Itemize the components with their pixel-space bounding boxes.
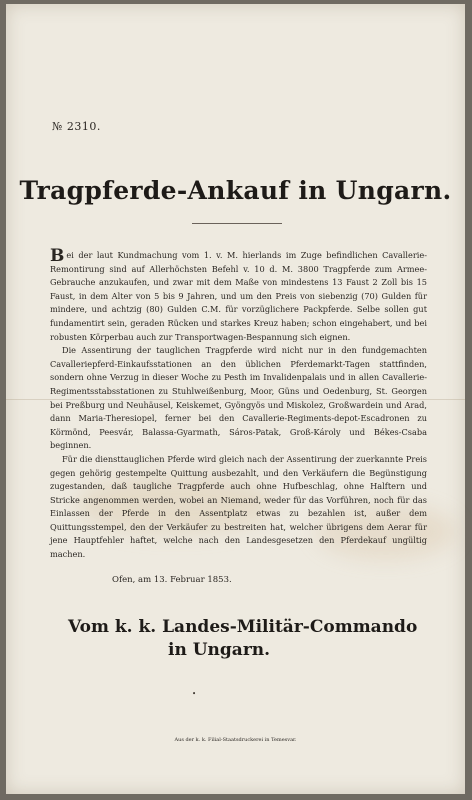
document-title: Tragpferde-Ankauf in Ungarn. bbox=[19, 176, 452, 205]
paragraph-3: Für die diensttauglichen Pferde wird gleich nach der Assentirung der zuerkannte Preis gegen gehörig gestempelte Quittung ausbezahlt, und den Verkäufern die Begünstigung zugestanden, daß taugliche Tragpferde auch ohne Hufbeschlag, ohne Halftern und Stricke angenommen werden, wobei an Niemand, weder für das Vorführen, noch für das Einlassen der Pferde in den Assentplatz etwas zu bezahlen ist, außer dem Quittungsstempel, den der Verkäufer zu bestreiten hat, welcher übrigens dem Aerar für jene Hauptfehler haftet, welche nach den Landesgesetzen den Pferdekauf ungültig machen. bbox=[50, 453, 427, 560]
document-body bbox=[50, 246, 427, 562]
paragraph-text: ei der laut Kundmachung vom 1. v. M. hierlands im Zuge befindlichen Cavallerie-Remontirung sind auf Allerhöchsten Befehl v. 10 d. M. 3800 Tragpferde zum Armee-Gebrauche anzukaufen, und zwar mit dem Maße von mindestens 13 Faust 2 Zoll bis 15 Faust, in dem Alter von 5 bis 9 Jahren, und um den Preis von siebenzig (70) Gulden für mindere, und achtzig (80) Gulden C.M. für vorzüglichere Packpferde. Selbe sollen gut fundamentirt sein, geraden Rücken und starkes Kreuz haben; schon eingehabert, und bei robusten Körperbau auch zur Transportwagen-Bespannung sich eignen. bbox=[50, 250, 427, 342]
drop-cap: B bbox=[50, 246, 65, 266]
paragraph-1 bbox=[50, 246, 427, 344]
paragraph-2: Die Assentirung der tauglichen Tragpferde wird nicht nur in den fundgemachten Cavalleriepferd-Einkaufsstationen an den üblichen Pferdemarkt-Tagen stattfinden, sondern ohne Verzug in dieser Woche zu Pesth im Invalidenpalais und in allen Cavallerie-Regimentsstabsstationen zu Stuhlweißenburg, Moor, Güns und Oedenburg, St. Georgen bei Preßburg und Neuhäusel, Keiskemet, Gyöngyös und Miskolez, Großwardein und Arad, dann Maria-Theresiopel, ferner bei den Cavallerie-Regiments-depot-Escadronen zu Körmönd, Peesvár, Balassa-Gyarmath, Sáros-Patak, Groß-Károly und Békes-Csaba beginnen. bbox=[50, 345, 427, 451]
ornament-dot: • bbox=[192, 690, 197, 698]
authority-line-1: Vom k. k. Landes-Militär-Commando bbox=[68, 617, 418, 637]
document-number: № 2310. bbox=[52, 120, 101, 133]
document-sheet bbox=[6, 4, 465, 794]
printer-imprint: Aus der k. k. Filial-Staatsdruckerei in Temesvar. bbox=[174, 737, 297, 743]
title-divider bbox=[192, 223, 282, 224]
date-line: Ofen, am 13. Februar 1853. bbox=[112, 575, 232, 585]
issuing-authority bbox=[68, 616, 428, 662]
authority-line-2: in Ungarn. bbox=[168, 640, 271, 660]
